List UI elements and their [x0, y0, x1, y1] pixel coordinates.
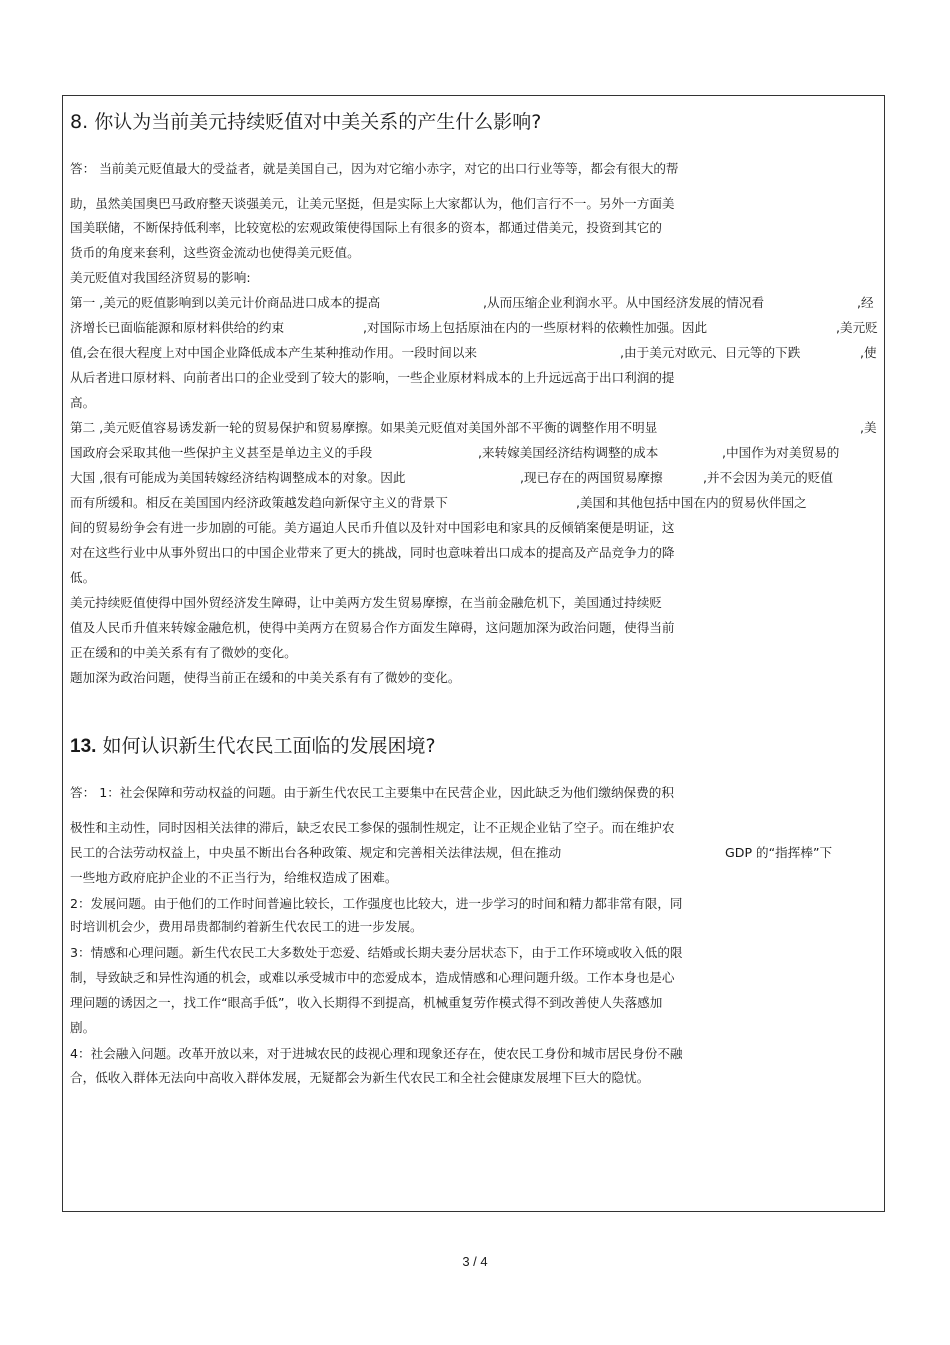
text-line: 美元持续贬值使得中国外贸经济发生障碍，让中美两方发生贸易摩擦，在当前金融危机下，美国通过持续贬 — [70, 595, 662, 610]
text-line: 4：社会融入问题。改革开放以来，对于进城农民的歧视心理和现象还存在，使农民工身份和城市居民身份不融 — [70, 1046, 683, 1061]
text-line: 题加深为政治问题，使得当前正在缓和的中美关系有有了微妙的变化。 — [70, 670, 461, 685]
text-line: ,由于美元对欧元、日元等的下跌 — [620, 345, 801, 360]
text-line: 值,会在很大程度上对中国企业降低成本产生某种推动作用。一段时间以来 — [70, 345, 478, 360]
question-8-number: 8. — [70, 111, 89, 133]
text-line: 低。 — [70, 570, 96, 585]
text-line: ,美 — [860, 420, 877, 435]
text-line: 2：发展问题。由于他们的工作时间普遍比较长，工作强度也比较大，进一步学习的时间和精力都非常有限，同 — [70, 896, 683, 911]
text-line: ,从而压缩企业利润水平。从中国经济发展的情况看 — [483, 295, 765, 310]
text-line: 美元贬值对我国经济贸易的影响: — [70, 270, 251, 285]
text-line: 一些地方政府庇护企业的不正当行为，给维权造成了困难。 — [70, 870, 398, 885]
text-line: 货币的角度来套利，这些资金流动也使得美元贬值。 — [70, 245, 360, 260]
text-line: 答： 1：社会保障和劳动权益的问题。由于新生代农民工主要集中在民营企业，因此缺乏为他们缴纳保费的积 — [70, 785, 674, 800]
text-line: 3：情感和心理问题。新生代农民工大多数处于恋爱、结婚或长期夫妻分居状态下，由于工作环境或收入低的限 — [70, 945, 683, 960]
text-line: ,使 — [860, 345, 877, 360]
text-line: 正在缓和的中美关系有有了微妙的变化。 — [70, 645, 297, 660]
text-line: 而有所缓和。相反在美国国内经济政策越发趋向新保守主义的背景下 — [70, 495, 448, 510]
text-line: ,经 — [857, 295, 874, 310]
text-line: ,来转嫁美国经济结构调整的成本 — [478, 445, 659, 460]
text-line: 第二 ,美元贬值容易诱发新一轮的贸易保护和贸易摩擦。如果美元贬值对美国外部不平衡的调整作用不明显 — [70, 420, 658, 435]
text-line: 民工的合法劳动权益上，中央虽不断出台各种政策、规定和完善相关法律法规，但在推动 — [70, 845, 562, 860]
text-line: ,美元贬 — [836, 320, 878, 335]
text-line: ,中国作为对美贸易的 — [722, 445, 840, 460]
text-line: 第一 ,美元的贬值影响到以美元计价商品进口成本的提高 — [70, 295, 381, 310]
text-line: 极性和主动性，同时因相关法律的滞后，缺乏农民工参保的强制性规定，让不正规企业钻了空子。而在维护农 — [70, 820, 675, 835]
text-line: ,美国和其他包括中国在内的贸易伙伴国之 — [576, 495, 807, 510]
text-line: 高。 — [70, 395, 96, 410]
text-line: ,现已存在的两国贸易摩擦 — [520, 470, 663, 485]
question-13-title — [70, 731, 436, 758]
text-line: 时培训机会少，费用昂贵都制约着新生代农民工的进一步发展。 — [70, 919, 423, 934]
text-line: 制，导致缺乏和异性沟通的机会，或难以承受城市中的恋爱成本，造成情感和心理问题升级。工作本身也是心 — [70, 970, 675, 985]
text-line: 值及人民币升值来转嫁金融危机，使得中美两方在贸易合作方面发生障碍，这问题加深为政治问题，使得当前 — [70, 620, 675, 635]
page-number: 3 / 4 — [462, 1254, 488, 1269]
text-line: 合，低收入群体无法向中高收入群体发展，无疑都会为新生代农民工和全社会健康发展埋下巨大的隐忧。 — [70, 1070, 650, 1085]
text-line: GDP 的“指挥棒”下 — [725, 845, 833, 860]
text-line: 对在这些行业中从事外贸出口的中国企业带来了更大的挑战，同时也意味着出口成本的提高及产品竞争力的降 — [70, 545, 675, 560]
text-line: 理问题的诱因之一，找工作“眼高手低”，收入长期得不到提高，机械重复劳作模式得不到改善使人失落感加 — [70, 995, 663, 1010]
text-line: ,并不会因为美元的贬值 — [703, 470, 833, 485]
text-line: 济增长已面临能源和原材料供给的约束 — [70, 320, 285, 335]
text-line: 大国 ,很有可能成为美国转嫁经济结构调整成本的对象。因此 — [70, 470, 406, 485]
text-line: 国美联储，不断保持低利率，比较宽松的宏观政策使得国际上有很多的资本，都通过借美元，投资到其它的 — [70, 220, 662, 235]
question-13-number: 13. — [70, 736, 97, 757]
text-line: 从后者进口原材料、向前者出口的企业受到了较大的影响，一些企业原材料成本的上升远远高于出口利润的提 — [70, 370, 675, 385]
text-line: 答： 当前美元贬值最大的受益者，就是美国自己，因为对它缩小赤字，对它的出口行业等等，都会有很大的帮 — [70, 161, 679, 176]
text-line: 国政府会采取其他一些保护主义甚至是单边主义的手段 — [70, 445, 373, 460]
text-line: 剧。 — [70, 1020, 96, 1035]
text-line: 助，虽然美国奥巴马政府整天谈强美元，让美元坚挺，但是实际上大家都认为，他们言行不一。另外一方面美 — [70, 196, 675, 211]
text-line: ,对国际市场上包括原油在内的一些原材料的依赖性加强。因此 — [363, 320, 708, 335]
text-line: 间的贸易纷争会有进一步加剧的可能。美方逼迫人民币升值以及针对中国彩电和家具的反倾销案便是明证，这 — [70, 520, 675, 535]
question-8-text: 你认为当前美元持续贬值对中美关系的产生什么影响? — [94, 111, 542, 133]
question-13-text: 如何认识新生代农民工面临的发展困境? — [102, 735, 436, 757]
question-8-title — [70, 107, 541, 134]
